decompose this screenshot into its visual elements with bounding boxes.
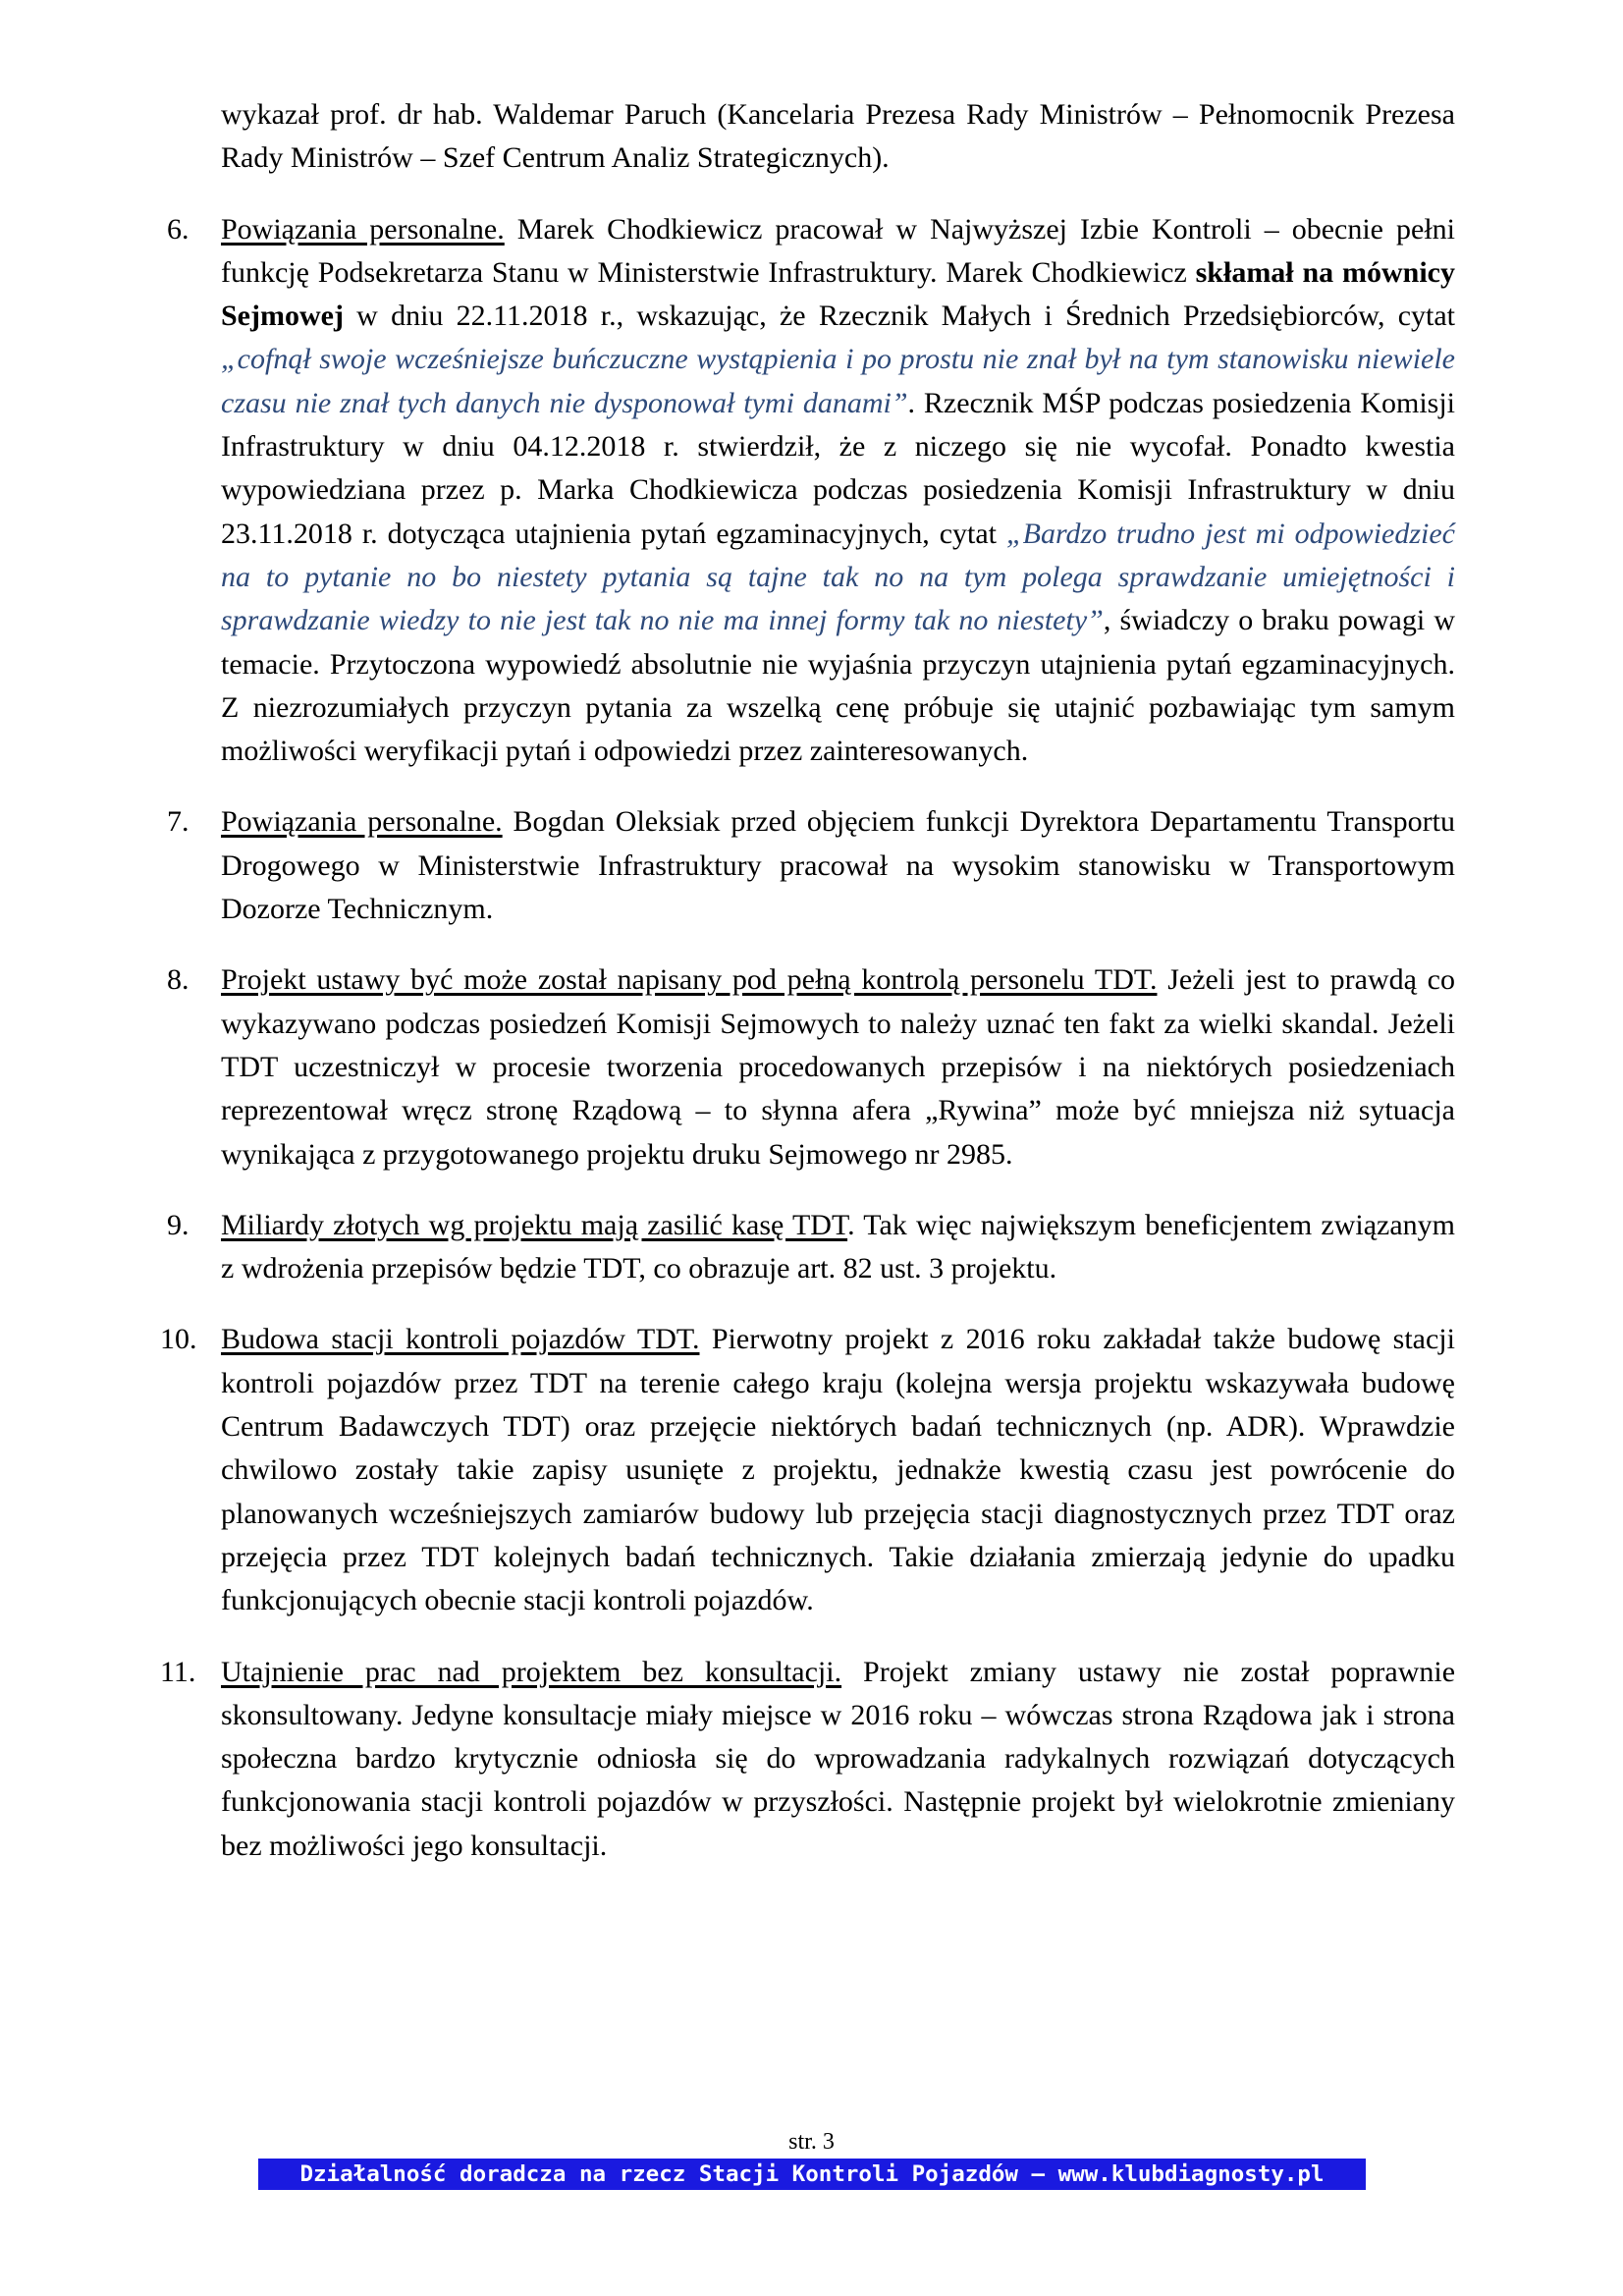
item-text: . Rzecznik MŚP podczas posiedzenia Komisji Infrastruktury w dniu 04.12.2018 r. stwierdził, że z niczego się nie wycofał. Ponadto kwestia wypowiedziana przez p. Marka Chodkiewicza podczas posiedzenia Komisji Infrastruktury w dniu 23.11.2018 r. dotycząca utajnienia pytań egzaminacyjnych, cytat: [221, 386, 1455, 550]
item-heading: Miliardy złotych wg projektu mają zasilić kasę TDT: [221, 1208, 848, 1241]
list-item-7: [167, 800, 1455, 931]
item-text: Marek Chodkiewicz pracował w Najwyższej Izbie Kontroli – obecnie pełni funkcję Podsekretarza Stanu w Ministerstwie Infrastruktury. Marek Chodkiewicz: [221, 212, 1456, 289]
item-quote: „cofnął swoje wcześniejsze buńczuczne wystąpienia i po prostu nie znał był na tym stanowisku niewiele czasu nie znał tych danych nie dysponował tymi danami”: [221, 343, 1455, 419]
item-text: w dniu 22.11.2018 r., wskazując, że Rzecznik Małych i Średnich Przedsiębiorców, cytat: [343, 300, 1455, 333]
document-body: [0, 93, 1623, 1895]
item-quote: „Bardzo trudno jest mi odpowiedzieć na to pytanie no bo niestety pytania są tajne tak no na tym polega sprawdzanie umiejętności i sprawdzanie wiedzy to nie jest tak no nie ma innej formy tak no niestety”: [221, 517, 1455, 637]
item-heading: Utajnienie prac nad projektem bez konsultacji.: [221, 1655, 842, 1688]
page-number: str. 3: [788, 2129, 835, 2155]
item-number: 9.: [167, 1208, 189, 1241]
list-item-11: [160, 1651, 1456, 1868]
item-text: , świadczy o braku powagi w temacie. Przytoczona wypowiedź absolutnie nie wyjaśnia przyczyn utajnienia pytań egzaminacyjnych. Z niezrozumiałych przyczyn pytania za wszelką cenę próbuje się utajnić pozbawiając tym samym możliwości weryfikacji pytań i odpowiedzi przez zainteresowanych.: [221, 604, 1455, 768]
item-text: Pierwotny projekt z 2016 roku zakładał także budowę stacji kontroli pojazdów przez TDT na terenie całego kraju (kolejna wersja projektu wskazywała budowę Centrum Badawczych TDT) oraz przejęcie niektórych badań technicznych (np. ADR). Wprawdzie chwilowo zostały takie zapisy usunięte z projektu, jednakże kwestią czasu jest powrócenie do planowanych wcześniejszych zamiarów budowy lub przejęcia stacji diagnostycznych przez TDT oraz przejęcia przez TDT kolejnych badań technicznych. Takie działania zmierzają jedynie do upadku funkcjonujących obecnie stacji kontroli pojazdów.: [221, 1323, 1455, 1617]
item-number: 7.: [167, 805, 189, 839]
item-heading: Projekt ustawy być może został napisany pod pełną kontrolą personelu TDT.: [221, 963, 1158, 997]
item-number: 11.: [160, 1655, 196, 1688]
item-number: 8.: [167, 963, 189, 997]
footer-banner: Działalność doradcza na rzecz Stacji Kontroli Pojazdów – www.klubdiagnosty.pl: [258, 2159, 1366, 2190]
item-heading: Budowa stacji kontroli pojazdów TDT.: [221, 1323, 700, 1356]
item-bold-text: skłamał na mównicy Sejmowej: [221, 255, 1455, 333]
item-number: 6.: [167, 212, 189, 246]
continuation-paragraph: wykazał prof. dr hab. Waldemar Paruch (Kancelaria Prezesa Rady Ministrów – Pełnomocnik Prezesa Rady Ministrów – Szef Centrum Analiz Strategicznych).: [221, 98, 1455, 175]
list-item-9: [167, 1204, 1455, 1291]
item-text: . Tak więc największym beneficjentem związanym z wdrożenia przepisów będzie TDT, co obrazuje art. 82 ust. 3 projektu.: [221, 1208, 1455, 1285]
list-item-6: [167, 208, 1456, 774]
item-text: Jeżeli jest to prawdą co wykazywano podczas posiedzeń Komisji Sejmowych to należy uznać ten fakt za wielki skandal. Jeżeli TDT uczestniczył w procesie tworzenia procedowanych przepisów i na niektórych posiedzeniach reprezentował wręcz stronę Rządową – to słynna afera „Rywina” może być mniejsza niż sytuacja wynikająca z przygotowanego projektu druku Sejmowego nr 2985.: [221, 963, 1456, 1171]
item-text: Projekt zmiany ustawy nie został poprawnie skonsultowany. Jedyne konsultacje miały miejsce w 2016 roku – wówczas strona Rządowa jak i strona społeczna bardzo krytycznie odniosła się do wprowadzania radykalnych rozwiązań dotyczących funkcjonowania stacji kontroli pojazdów w przyszłości. Następnie projekt był wielokrotnie zmieniany bez możliwości jego konsultacji.: [221, 1655, 1456, 1862]
list-item-10: [160, 1318, 1455, 1622]
item-number: 10.: [160, 1323, 197, 1356]
item-text: Bogdan Oleksiak przed objęciem funkcji Dyrektora Departamentu Transportu Drogowego w Ministerstwie Infrastruktury pracował na wysokim stanowisku w Transportowym Dozorze Technicznym.: [221, 805, 1455, 926]
list-item-8: [167, 958, 1456, 1175]
item-heading: Powiązania personalne.: [221, 212, 505, 246]
item-heading: Powiązania personalne.: [221, 805, 503, 839]
